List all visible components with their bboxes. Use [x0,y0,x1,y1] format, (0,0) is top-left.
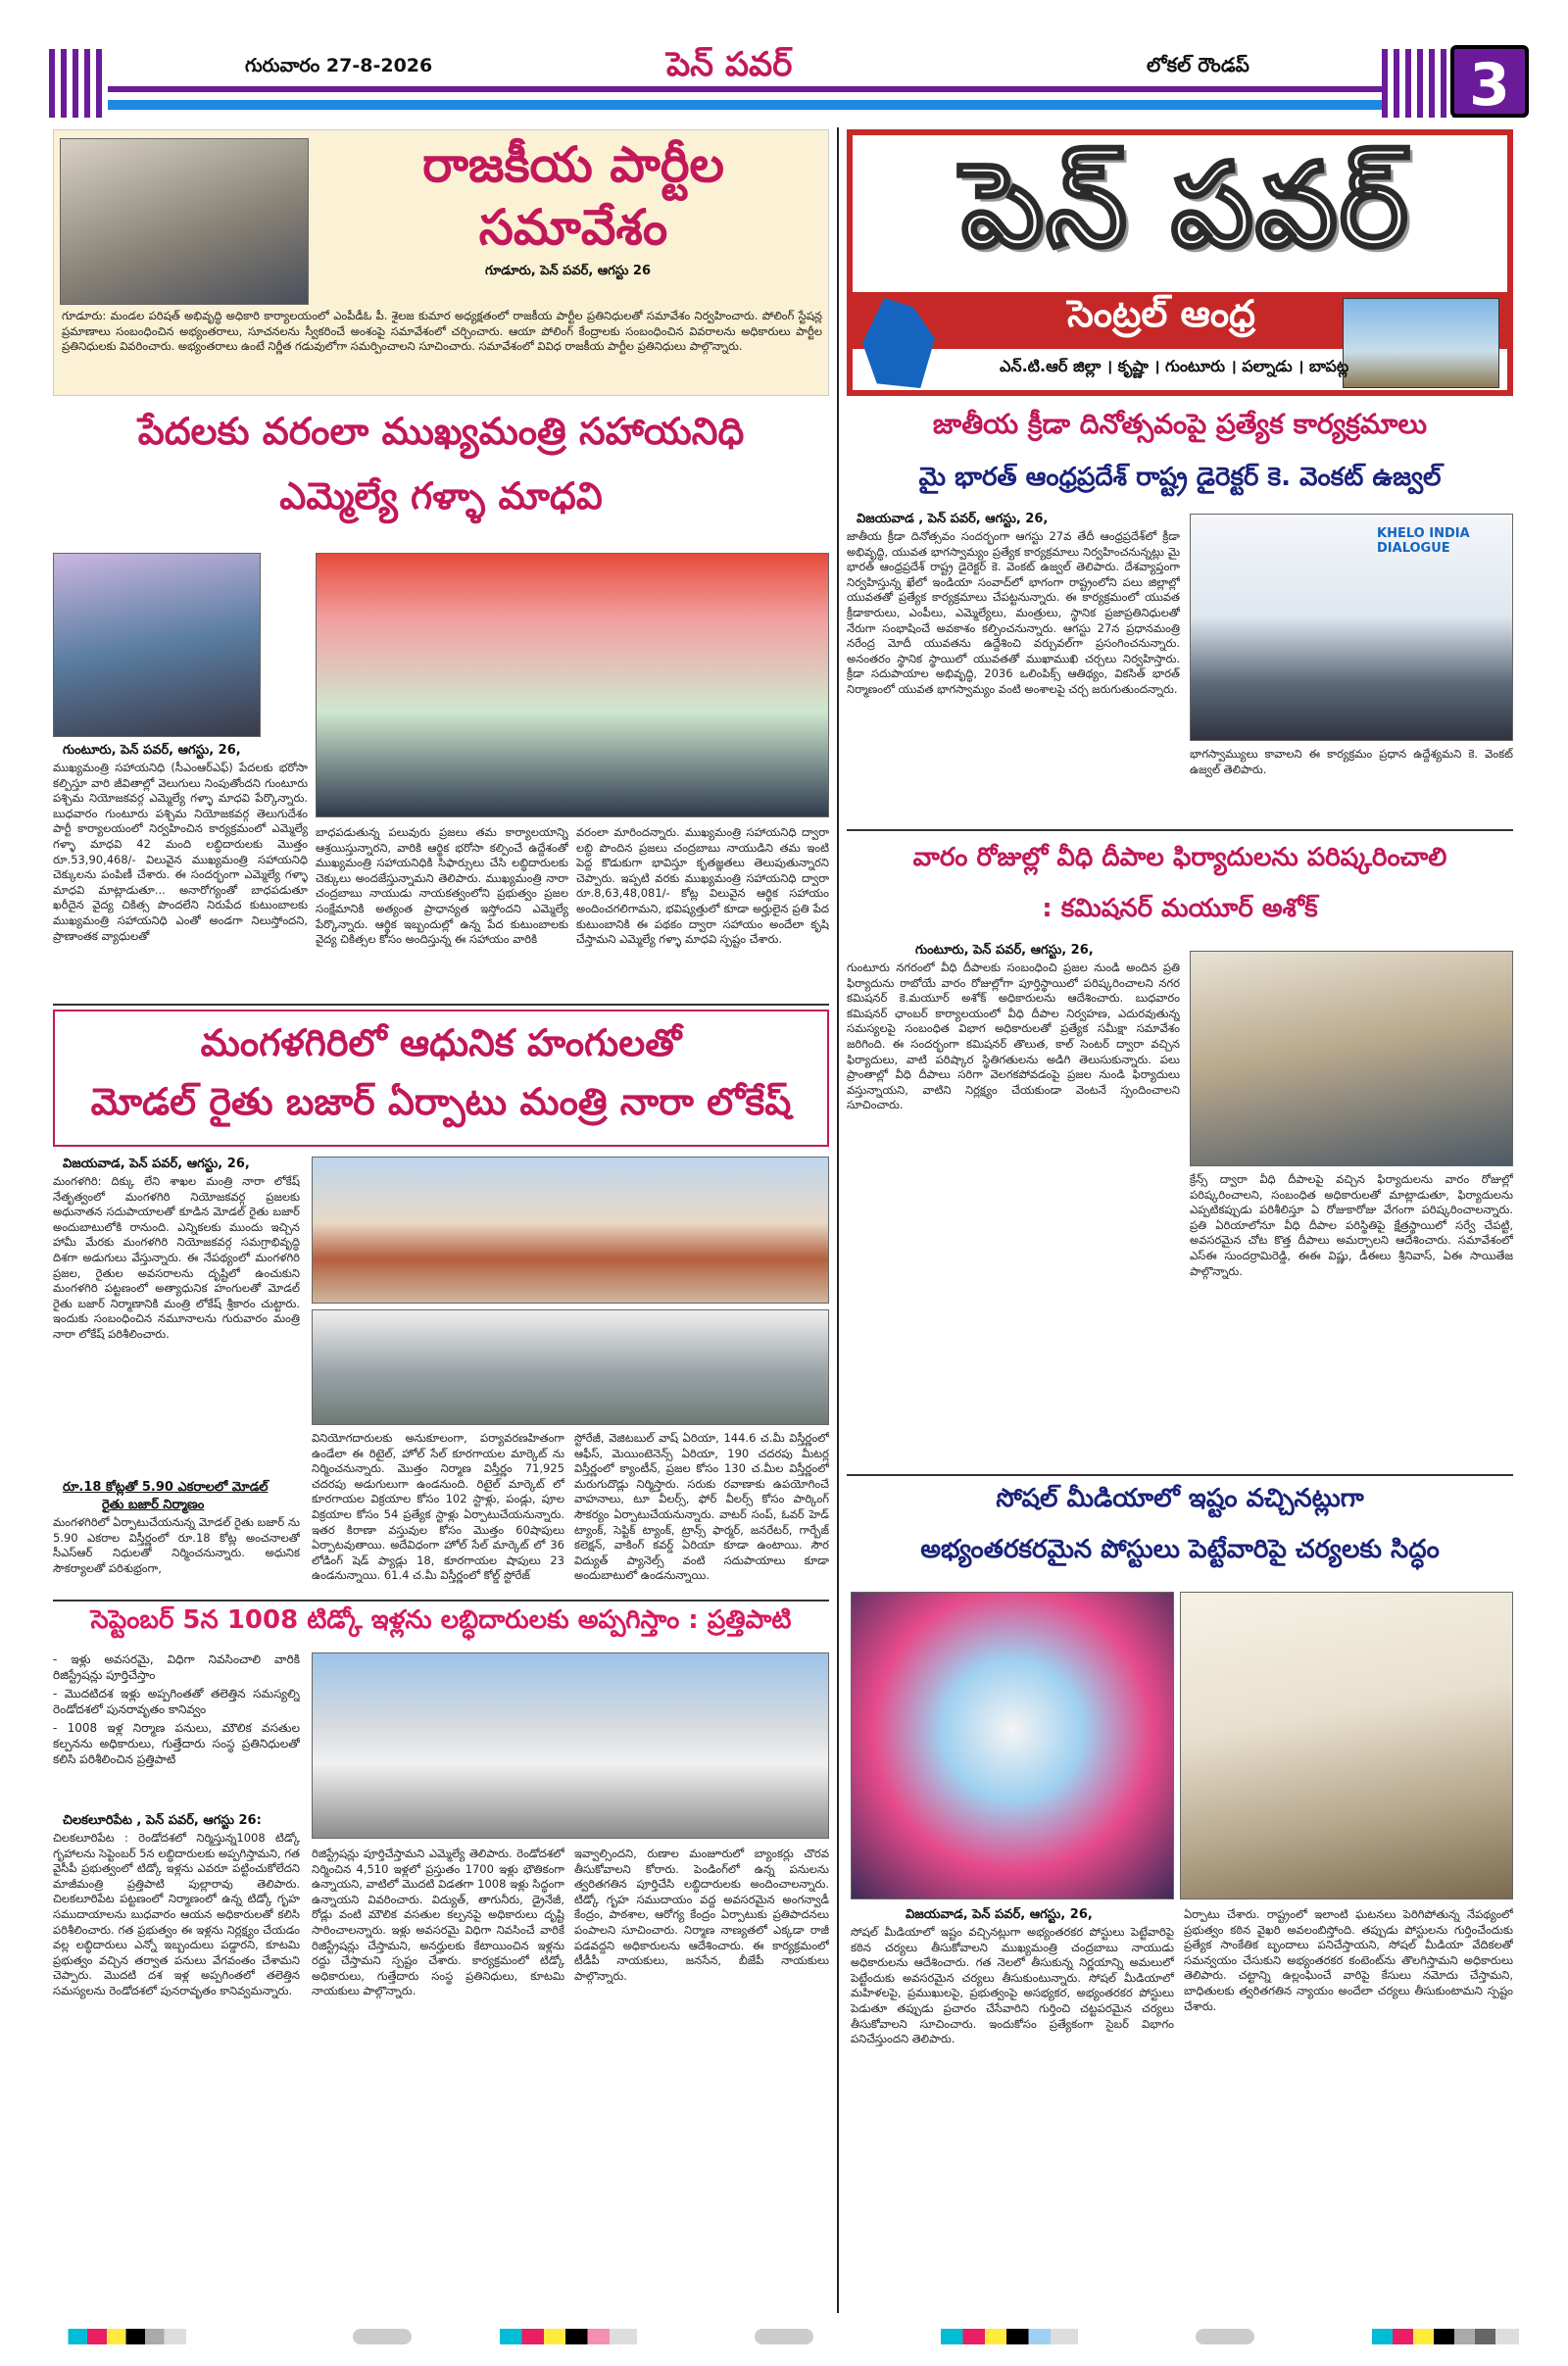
cm-phone-photo [1180,1592,1513,1899]
ad-districts: ఎన్.టి.ఆర్ జిల్లా । కృష్ణా । గుంటూరు । పల్నాడు । బాపట్ల [1000,357,1349,375]
article-rythu-bazar [53,1010,829,1598]
headline: సోషల్ మీడియాలో ఇష్టం వచ్చినట్లుగా [996,1484,1364,1513]
article-body-col3: వరంలా మారిందన్నారు. ముఖ్యమంత్రి సహాయనిధి ద్వారా లబ్ధి పొందిన ప్రజలు చంద్రబాబు నాయుడిని తమ ఇంటి పెద్ద కొడుకుగా భావిస్తూ కృతజ్ఞతలు తెలుపుతున్నారని చెప్పారు. ఇప్పటి వరకు ముఖ్యమంత్రి సహాయనిధి ద్వారా రూ.8,63,48,081/- కోట్ల విలువైన ఆర్థిక సహాయం అందించగలిగామని, భవిష్యత్తులో కూడా అర్హులైన ప్రతి పేద కుటుంబానికి ఈ పథకం ద్వారా సహాయం అందేలా కృషి చేస్తామని ఎమ్మెల్యే గళ్ళా మాధవి స్పష్టం చేశారు. [576,825,829,947]
section-rule [847,1474,1513,1476]
article-political-meeting [53,129,829,396]
print-registration-strip [39,2327,1529,2348]
headline: వారం రోజుల్లో వీధి దీపాల ఫిర్యాదులను పరిష్కరించాలి [912,843,1447,872]
ad-subtitle: సెంట్రల్ ఆంధ్ర [1067,292,1255,335]
color-bar-3 [941,2329,1078,2344]
gray-pill-2 [755,2329,813,2344]
headline-line2: సమావేశం [478,199,668,256]
market-interior-render [312,1309,829,1425]
article-body-col3: ఇవ్వాల్సిందని, రుణాల మంజూరులో బ్యాంకర్లు చొరవ తీసుకోవాలని కోరారు. పెండింగ్‌లో ఉన్న పనులను త్వరితగతిన పూర్తిచేసి లబ్ధిదారులకు అందించాలన్నారు. టిడ్కో గృహ సముదాయం వద్ద అవసరమైన అంగన్వాడీ కేంద్రం, పాఠశాల, ఆరోగ్య కేంద్రం ఏర్పాటుకు ప్రతిపాదనలు పంపాలని సూచించారు. నిర్మాణ నాణ్యతలో ఎక్కడా రాజీ పడవద్దని అధికారులను ఆదేశించారు. ఈ కార్యక్రమంలో టీడీపీ నాయకులు, జనసేన, బీజేపీ నాయకులు పాల్గొన్నారు. [574,1847,829,1983]
section-rule [53,1004,829,1006]
dateline: గుంటూరు, పెన్ పవర్, ఆగస్టు, 26, [63,743,241,758]
article-body: గూడూరు: మండల పరిషత్ అభివృద్ధి అధికారి కార్యాలయంలో ఎంపీడీఓ పీ. శైలజ కుమార అధ్యక్షతంలో రాజకీయ పార్టీల ప్రతినిధులతో సమావేశం నిర్వహించారు. పోలింగ్ స్టేషన్ల ప్రమాణాలు సంబంధించిన అభ్యంతరాలు, సూచనలను స్వీకరించే అంశంపై సమావేశంలో చర్చించారు. ఆయా పోలింగ్ కేంద్రాలకు సంబంధించిన వివరాలను అధికారులు పార్టీల ప్రతినిధులకు వివరించారు. అభ్యంతరాలు ఉంటే నిర్ణీత గడువులోగా సమర్పించాలని సూచించారు. సమావేశంలో వివిధ రాజకీయ పార్టీల ప్రతినిధులు పాల్గొన్నారు. [62,309,822,354]
dateline: విజయవాడ , పెన్ పవర్, ఆగస్టు, 26, [857,512,1049,526]
meeting-photo [60,138,309,305]
social-media-illustration [851,1592,1174,1899]
dateline: విజయవాడ, పెన్ పవర్, ఆగస్టు, 26, [906,1907,1093,1922]
article-body-col3: స్టోరేజీ, వెజిటబుల్ వాష్ ఏరియా, 144.6 చ.మీ విస్తీర్ణంలో ఆఫీస్, మెయింటెనెన్స్ ఏరియా, 190 చదరపు మీటర్ల విస్తీర్ణంలో క్యాంటీన్, ప్రజల కోసం 130 చ.మీల విస్తీర్ణంలో మరుగుదొడ్లు నిర్మిస్తారు. సరుకు రవాణాకు ఉపయోగించే వాహనాలు, టూ వీలర్స్, ఫోర్ వీలర్స్ కోసం పార్కింగ్ సౌకర్యం ఏర్పాటుచేయనున్నారు. వాటర్ సంప్, ఓవర్ హెడ్ ట్యాంక్, సెప్టిక్ ట్యాంక్, ట్రాన్స్ ఫార్మర్, జనరేటర్, గార్బేజ్ కలెక్షన్, వాకింగ్ కవర్డ్ ఏరియా కూడా ఉంటాయి. సౌర విద్యుత్ ప్యానెల్స్ వంటి సదుపాయాలు కూడా అందుబాటులో ఉండనున్నాయి. [574,1431,829,1583]
press-meet-photo [1190,514,1513,741]
headline: మంగళగిరిలో ఆధునిక హంగులతో [200,1021,682,1064]
color-bar-1 [49,2329,186,2344]
headline-line2: మోడల్ రైతు బజార్ ఏర్పాటు మంత్రి నారా లోకేష్ [90,1080,792,1123]
article-body-col2: బాధపడుతున్న పలువురు ప్రజలు తమ కార్యాలయాన్ని ఆశ్రయిస్తున్నారని, వారికి ఆర్థిక భరోసా కల్పించే ఉద్దేశంతో ముఖ్యమంత్రి సహాయనిధికి సిఫార్సులు చేసి లబ్ధిదారులకు చెక్కులు అందజేస్తున్నామని తెలిపారు. ముఖ్యమంత్రి నారా చంద్రబాబు నాయుడు నాయకత్వంలోని ప్రభుత్వం ప్రజల సంక్షేమానికి అత్యంత ప్రాధాన్యత ఇస్తోందని ఎమ్మెల్యే పేర్కొన్నారు. ఆర్థిక ఇబ్బందుల్లో ఉన్న పేద కుటుంబాలకు వైద్య చికిత్సల కోసం అందిస్తున్న ఈ సహాయం వారికి [316,825,568,947]
header-stripe-left [49,49,108,118]
photo-banner-text: KHELO INDIA DIALOGUE [1377,526,1470,556]
ad-title: పెన్ పవర్ [961,137,1410,272]
header-rule-blue [108,100,1382,110]
article-street-lights [847,835,1513,1306]
headline: జాతీయ క్రీడా దినోత్సవంపై ప్రత్యేక కార్యక్రమాలు [932,408,1428,440]
headline: రాజకీయ పార్టీల [422,136,724,193]
page-number: 3 [1450,45,1529,118]
article-body-2: భాగస్వామ్యులు కావాలని ఈ కార్యక్రమం ప్రధాన ఉద్దేశ్యమని కె. వెంకట్ ఉజ్వల్ తెలిపారు. [1190,747,1513,776]
dateline: గుంటూరు, పెన్ పవర్, ఆగస్టు, 26, [915,943,1094,958]
headline-line2: : కమిషనర్ మయూర్ అశోక్ [1042,894,1318,923]
review-meeting-photo [1190,951,1513,1166]
article-tidco-houses [53,1605,829,2311]
gray-pill-1 [353,2329,412,2344]
market-exterior-render [312,1157,829,1304]
dateline: గూడూరు, పెన్ పవర్, ఆగస్టు 26 [485,264,651,278]
color-bar-2 [500,2329,637,2344]
section-name: లోకల్ రౌండప్ [1147,53,1250,76]
page-header [39,41,1529,120]
paper-name: పెన్ పవర్ [666,45,793,84]
article-body-col2: ఏర్పాటు చేశారు. రాష్ట్రంలో ఇలాంటి ఘటనలు పెరిగిపోతున్న నేపథ్యంలో ప్రభుత్వం కఠిన వైఖరి అవలంబిస్తోంది. తప్పుడు పోస్టులను గుర్తించేందుకు ప్రత్యేక సాంకేతిక బృందాలు పనిచేస్తాయని, సోషల్ మీడియా వేదికలతో సమన్వయం చేసుకుని అభ్యంతరకర కంటెంట్‌ను తొలగిస్తామని అధికారులు తెలిపారు. చట్టాన్ని ఉల్లంఘించే వారిపై కేసులు నమోదు చేస్తామని, బాధితులకు త్వరితగతిన న్యాయం అందేలా చర్యలు తీసుకుంటామని స్పష్టం చేశారు. [1184,1907,1513,2013]
bullet-item: - 1008 ఇళ్ల నిర్మాణ పనులు, మౌలిక వసతుల కల్పనను అధికారులు, గుత్తేదారు సంస్థ ప్రతినిధులతో కలిసి పరిశీలించిన ప్రత్తిపాటి [53,1721,300,1766]
section-rule [53,1600,829,1602]
headline-line2: అభ్యంతరకరమైన పోస్టులు పెట్టేవారిపై చర్యలకు సిద్ధం [920,1535,1440,1564]
column-divider [837,127,839,2313]
headline-line2: ఎమ్మెల్యే గళ్ళా మాధవి [279,474,603,518]
headline: పేదలకు వరంలా ముఖ్యమంత్రి సహాయనిధి [137,410,745,453]
article-body-col1: గుంటూరు నగరంలో వీధి దీపాలకు సంబంధించి ప్రజల నుండి అందిన ప్రతి ఫిర్యాదును రాబోయే వారం రోజుల్లోగా పూర్తిస్థాయిలో పరిష్కరించాలని నగర కమిషనర్ కె.మయూర్ అశోక్ అధికారులను ఆదేశించారు. బుధవారం కమిషనర్ ఛాంబర్ కార్యాలయంలో వీధి దీపాల నిర్వహణ, ఎదురవుతున్న సమస్యలపై సంబంధిత విభాగ అధికారులతో ప్రత్యేక సమీక్షా సమావేశం జరిగింది. ఈ సందర్భంగా కమిషనర్ తొలుత, కాల్ సెంటర్ ద్వారా వచ్చిన ఫిర్యాదులు, వాటి పరిష్కార స్థితిగతులను అడిగి తెలుసుకున్నారు. పలు ప్రాంతాల్లో వీధి దీపాలు సరిగా వెలగకపోవడంపై ప్రజల నుండి ఫిర్యాదులు వస్తున్నాయని, వాటిని నిర్లక్ష్యం చేయకుండా వెంటనే స్పందించాలని సూచించారు. [847,961,1180,1112]
article-body-col1: మంగళగిరి: దిక్కు లేని శాఖల మంత్రి నారా లోకేష్ నేతృత్వంలో మంగళగిరి నియోజకవర్గ ప్రజలకు అధునాతన సదుపాయాలతో కూడిన మోడల్ రైతు బజార్ అందుబాటులోకి రానుంది. ఎన్నికలకు ముందు ఇచ్చిన హామీ మేరకు మంగళగిరి నియోజకవర్గ సమగ్రాభివృద్ధి దిశగా అడుగులు వేస్తున్నారు. ఈ నేపథ్యంలో మంగళగిరి ప్రజల, రైతుల అవసరాలను దృష్టిలో ఉంచుకుని మంగళగిరి పట్టణంలో అత్యాధునిక హంగులతో మోడల్ రైతు బజార్ నిర్మాణానికి మంత్రి లోకేష్ శ్రీకారం చుట్టారు. ఇందుకు సంబంధించిన నమూనాలను గురువారం మంత్రి నారా లోకేష్ పరిశీలించారు. [53,1174,300,1341]
tidco-inspection-photo [312,1652,829,1839]
issue-date: గురువారం 27-8-2026 [245,55,433,76]
ad-landscape-photo [1343,298,1499,388]
section-rule [847,829,1513,831]
color-bar-4 [1372,2329,1519,2344]
article-body-col2: క్రేన్స్ ద్వారా వీధి దీపాలపై వచ్చిన ఫిర్యాదులను వారం రోజుల్లో పరిష్కరించాలని, సంబంధిత అధికారులతో మాట్లాడుతూ, ఫిర్యాదులను ఎప్పటికప్పుడు పరిశీలిస్తూ ఏ రోజుకారోజు వేగంగా పరిష్కరించాలన్నారు. ప్రతి ఏరియాలోనూ వీధి దీపాల పరిస్థితిపై క్షేత్రస్థాయిలో సర్వే చేపట్టి, అవసరమైన చోట కొత్త దీపాలు అమర్చాలని ఆదేశించారు. సమావేశంలో ఎస్ఈ సుందర్రామిరెడ్డి, ఈఈ విష్ణు, డీఈలు శ్రీనివాస్, ఏఈ సాయితేజ పాల్గొన్నారు. [1190,1172,1513,1278]
dateline: విజయవాడ, పెన్ పవర్, ఆగస్టు, 26, [63,1157,250,1171]
headline-line2: మై భారత్ ఆంధ్రప్రదేశ్ రాష్ట్ర డైరెక్టర్ కె. వెంకట్ ఉజ్వల్ [918,463,1442,492]
article-social-media [847,1484,1513,2311]
subheading-2: రైతు బజార్ నిర్మాణం [102,1498,205,1512]
article-body-col1: సోషల్ మీడియాలో ఇష్టం వచ్చినట్లుగా అభ్యంతరకర పోస్టులు పెట్టేవారిపై కఠిన చర్యలు తీసుకోవాలని ముఖ్యమంత్రి చంద్రబాబు నాయుడు అధికారులను ఆదేశించారు. గత నెలలో తీసుకున్న నిర్ణయాన్ని అమలులో పెట్టేందుకు అవసరమైన చర్యలు తీసుకుంటున్నారు. సోషల్ మీడియాలో మహిళలపై, ప్రముఖులపై, ప్రభుత్వంపై అసభ్యకర, అభ్యంతరకర పోస్టులు పెడుతూ తప్పుడు ప్రచారం చేసేవారిని గుర్తించి చట్టపరమైన చర్యలు తీసుకోవాలని సూచించారు. ఇందుకోసం ప్రత్యేకంగా సైబర్ విభాగం పనిచేస్తుందని తెలిపారు. [851,1925,1174,2046]
bullet-item: - ఇళ్లు అవసరమై, విధిగా నివసించాలి వారికి రిజిస్ట్రేషన్లు పూర్తిచేస్తాం [53,1652,300,1682]
headline: సెప్టెంబర్ 5న 1008 టిడ్కో ఇళ్లను లబ్ధిదారులకు అప్పగిస్తాం : ప్రత్తిపాటి [90,1605,792,1635]
dateline: చిలకలూరిపేట , పెన్ పవర్, ఆగస్టు 26: [63,1813,262,1828]
cheque-photo-small [53,553,261,737]
article-body: జాతీయ క్రీడా దినోత్సవం సందర్భంగా ఆగస్టు 27వ తేదీ ఆంధ్రప్రదేశ్‌లో క్రీడా అభివృద్ధి, యువత భాగస్వామ్యం ప్రత్యేక కార్యక్రమాలు నిర్వహించనున్నట్లు మై భారత్ ఆంధ్రప్రదేశ్ రాష్ట్ర డైరెక్టర్ కె. వెంకట్ ఉజ్వల్ తెలిపారు. దేశవ్యాప్తంగా నిర్వహిస్తున్న ఖేలో ఇండియా సంవాద్‌లో భాగంగా రాష్ట్రంలోని పలు జిల్లాల్లో యువతతో ప్రత్యేక కార్యక్రమాలు చేపట్టనున్నారు. ఈ కార్యక్రమంలో యువత క్రీడాకారులు, ఎంపీలు, ఎమ్మెల్యేలు, మంత్రులు, స్థానిక ప్రజాప్రతినిధులతో నేరుగా సంభాషించే అవకాశం కల్పించనున్నారు. ఆగస్టు 27న ప్రధానమంత్రి నరేంద్ర మోదీ యువతను ఉద్దేశించి వర్చువల్‌గా ప్రసంగించనున్నారు. అనంతరం స్థానిక స్థాయిలో యువతతో ముఖాముఖి చర్చలు నిర్వహిస్తారు. క్రీడా సదుపాయాల అభివృద్ధి, 2036 ఒలింపిక్స్ ఆతిథ్యం, వికసిత్ భారత్ నిర్మాణంలో యువత భాగస్వామ్యం వంటి అంశాలపై చర్చ జరుగుతుందన్నారు. [847,529,1180,696]
article-sports-day [847,404,1513,825]
article-body-col2: వినియోగదారులకు అనుకూలంగా, పర్యావరణహితంగా ఉండేలా ఈ రిటైల్, హోల్ సేల్ కూరగాయల మార్కెట్ ను నిర్మించనున్నారు. మొత్తం నిర్మాణ విస్తీర్ణం 71,925 చదరపు అడుగులుగా ఉండనుంది. రిటైల్ మార్కెట్ లో కూరగాయల విక్రయాల కోసం 102 స్టాళ్లు, పండ్లు, పూల విక్రయాల కోసం 54 ప్రత్యేక స్టాళ్లు ఏర్పాటుచేయనున్నారు. ఇతర కిరాణా వస్తువుల కోసం మొత్తం 60షాపులు ఏర్పాటవుతాయి. అదేవిధంగా హోల్ సేల్ మార్కెట్ లో 36 లోడింగ్ షెడ్ ప్యాడ్లు 18, కూరగాయల షాపులు 23 ఉండనున్నాయి. 61.4 చ.మీ విస్తీర్ణంలో కోల్డ్ స్టోరేజ్ [312,1431,564,1583]
article-body-col1: ముఖ్యమంత్రి సహాయనిధి (సీఎంఆర్ఎఫ్) పేదలకు భరోసా కల్పిస్తూ వారి జీవితాల్లో వెలుగులు నింపుతోందని గుంటూరు పశ్చిమ నియోజకవర్గ ఎమ్మెల్యే గళ్ళా మాధవి పేర్కొన్నారు. బుధవారం గుంటూరు పశ్చిమ నియోజకవర్గ తెలుగుదేశం పార్టీ కార్యాలయంలో నిర్వహించిన కార్యక్రమంలో ఎమ్మెల్యే గళ్ళా మాధవి 42 మంది లబ్ధిదారులకు మొత్తం రూ.53,90,468/- విలువైన ముఖ్యమంత్రి సహాయనిధి చెక్కులను పంపిణీ చేశారు. ఈ సందర్భంగా ఎమ్మెల్యే గళ్ళా మాధవి మాట్లాడుతూ... అనారోగ్యంతో బాధపడుతూ ఖరీదైన వైద్య చికిత్స పొందలేని నిరుపేద కుటుంబాలకు ముఖ్యమంత్రి సహాయనిధి ఎంతో అండగా నిలుస్తోందని, ప్రాణాంతక వ్యాధులతో [53,761,308,943]
article-body-col1b: మంగళగిరిలో ఏర్పాటుచేయనున్న మోడల్ రైతు బజార్ ను 5.90 ఎకరాల విస్తీర్ణంలో రూ.18 కోట్ల అంచనాలతో సీఎస్ఆర్ నిధులతో నిర్మించనున్నారు. అధునిక సౌకర్యాలతో పరిశుభ్రంగా, [53,1515,300,1575]
paper-masthead-ad [847,129,1513,396]
bullet-list [53,1652,300,1809]
gray-pill-3 [1196,2329,1254,2344]
bullet-item: - మొదటిదశ ఇళ్లు అప్పగింతతో తలెత్తిన సమస్యల్ని రెండోదశలో పునరావృతం కానివ్వం [53,1687,300,1716]
article-body-col2: రిజిస్ట్రేషన్లు పూర్తిచేస్తామని ఎమ్మెల్యే తెలిపారు. రెండోదశలో నిర్మించిన 4,510 ఇళ్లలో ప్రస్తుతం 1700 ఇళ్లు భౌతికంగా ఉన్నాయని, వాటిలో మొదటి విడతగా 1008 ఇళ్లు సిద్ధంగా ఉన్నాయని వివరించారు. విద్యుత్, తాగునీరు, డ్రైనేజీ, రోడ్లు వంటి మౌలిక వసతుల కల్పనపై అధికారులు దృష్టి సారించాలన్నారు. ఇళ్లు అవసరమై విధిగా నివసించే వారికే రిజిస్ట్రేషన్లు చేస్తామని, అనర్హులకు కేటాయించిన ఇళ్లను రద్దు చేస్తామని స్పష్టం చేశారు. కార్యక్రమంలో టిడ్కో అధికారులు, గుత్తేదారు సంస్థ ప్రతినిధులు, కూటమి నాయకులు పాల్గొన్నారు. [312,1847,564,1998]
article-cmrf [53,404,829,1002]
article-body-col1: చిలకలూరిపేట : రెండోదశలో నిర్మిస్తున్న1008 టిడ్కో గృహాలను సెప్టెంబర్ 5న లబ్ధిదారులకు అప్పగిస్తామని, గత వైసీపీ ప్రభుత్వంలో టిడ్కో ఇళ్లను ఎవరూ పట్టించుకోలేదని మాజీమంత్రి ప్రత్తిపాటి పుల్లారావు తెలిపారు. చిలకలూరిపేట పట్టణంలో నిర్మాణంలో ఉన్న టిడ్కో గృహ సముదాయాలను బుధవారం ఆయన అధికారులతో కలిసి పరిశీలించారు. గత ప్రభుత్వం ఈ ఇళ్లను నిర్లక్ష్యం చేయడం వల్ల లబ్ధిదారులు ఎన్నో ఇబ్బందులు పడ్డారని, కూటమి ప్రభుత్వం వచ్చిన తర్వాత పనులు వేగవంతం చేశామని చెప్పారు. మొదటి దశ ఇళ్ల అప్పగింతలో తలెత్తిన సమస్యలను రెండోదశలో పునరావృతం కానివ్వమన్నారు. [53,1831,300,1997]
subheading: రూ.18 కోట్లతో 5.90 ఎకరాలలో మోడల్ [63,1480,269,1495]
cheque-photo-large [316,553,829,817]
